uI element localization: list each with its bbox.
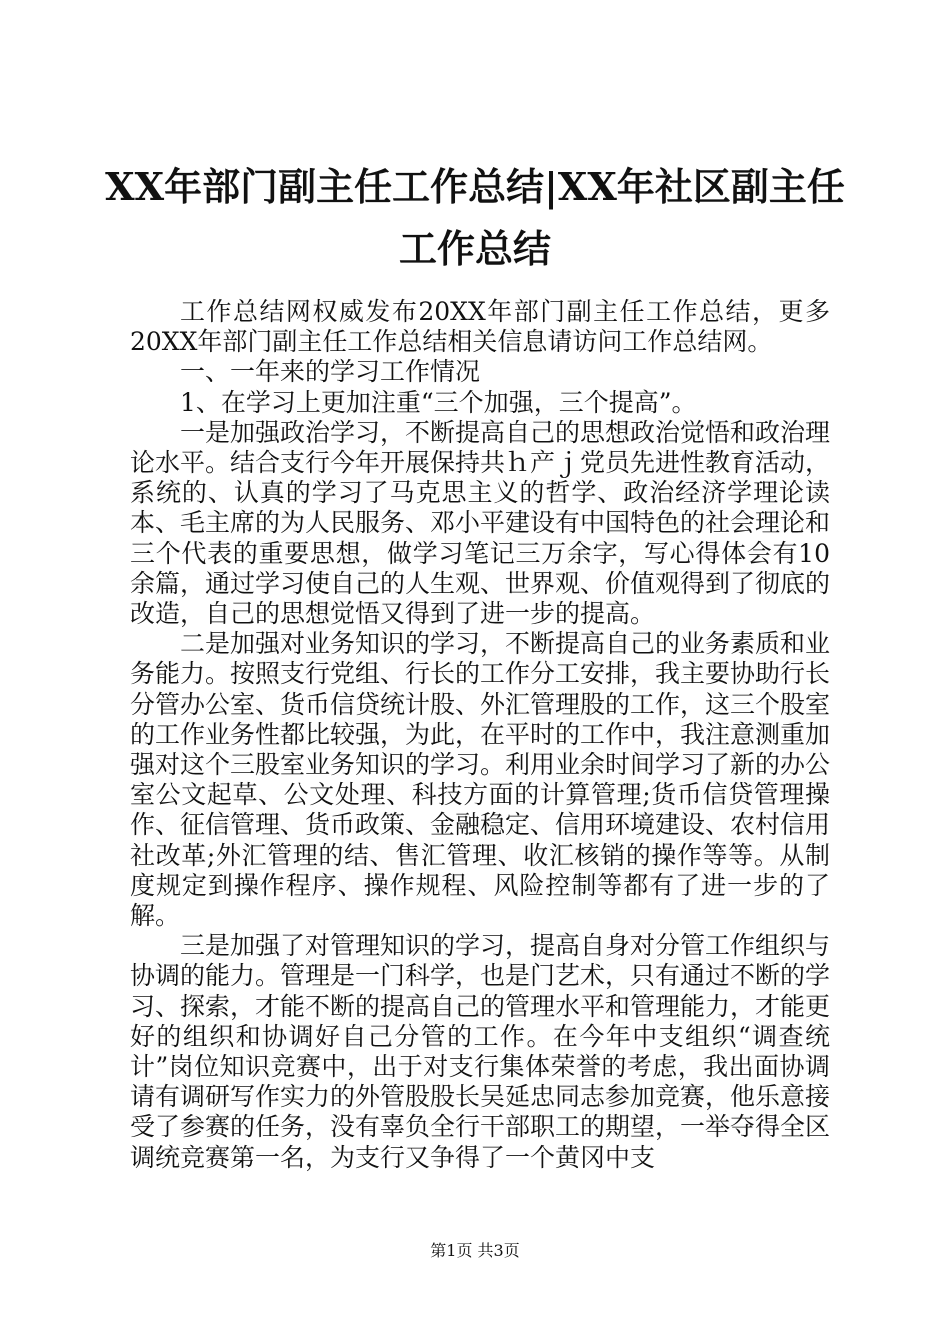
subsection-heading: 1、在学习上更加注重“三个加强，三个提高”。 (180, 387, 697, 417)
document-title: XX年部门副主任工作总结|XX年社区副主任工作总结 (105, 164, 845, 271)
section-heading: 一、一年来的学习工作情况 (180, 357, 481, 387)
paragraph-management-study: 三是加强了对管理知识的学习，提高自身对分管工作组织与协调的能力。管理是一门科学，也是门艺术，只有通过不断的学习、探索，才能不断的提高自己的管理水平和管理能力，才能更好的组织和协调好自己分管的工作。在今年中支组织“调查统计”岗位知识竞赛中，出于对支行集体荣誉的考虑，我出面协调请有调研写作实力的外管股股长吴延忠同志参加竞赛，他乐意接受了参赛的任务，没有辜负全行干部职工的期望，一举夺得全区调统竞赛第一名，为支行又争得了一个黄冈中支 (130, 931, 831, 1172)
paragraph-political-study: 一是加强政治学习，不断提高自己的思想政治觉悟和政治理论水平。结合支行今年开展保持共ｈ产ｊ党员先进性教育活动，系统的、认真的学习了马克思主义的哲学、政治经济学理论读本、毛主席的为人民服务、邓小平建设有中国特色的社会理论和三个代表的重要思想，做学习笔记三万余字，写心得体会有10余篇，通过学习使自己的人生观、世界观、价值观得到了彻底的改造，自己的思想觉悟又得到了进一步的提高。 (130, 417, 831, 629)
paragraph-business-study: 二是加强对业务知识的学习，不断提高自己的业务素质和业务能力。按照支行党组、行长的工作分工安排，我主要协助行长分管办公室、货币信贷统计股、外汇管理股的工作，这三个股室的工作业务性都比较强，为此，在平时的工作中，我注意测重加强对这个三股室业务知识的学习。利用业余时间学习了新的办公室公文起草、公文处理、科技方面的计算管理;货币信贷管理操作、征信管理、货币政策、金融稳定、信用环境建设、农村信用社改革;外汇管理的结、售汇管理、收汇核销的操作等等。从制度规定到操作程序、操作规程、风险控制等都有了进一步的了解。 (130, 629, 831, 931)
page-number-footer: 第1页 共3页 (430, 1241, 520, 1260)
document-body (130, 297, 830, 1173)
paragraph-intro: 工作总结网权威发布20XX年部门副主任工作总结，更多20XX年部门副主任工作总结相关信息请访问工作总结网。 (130, 297, 830, 357)
